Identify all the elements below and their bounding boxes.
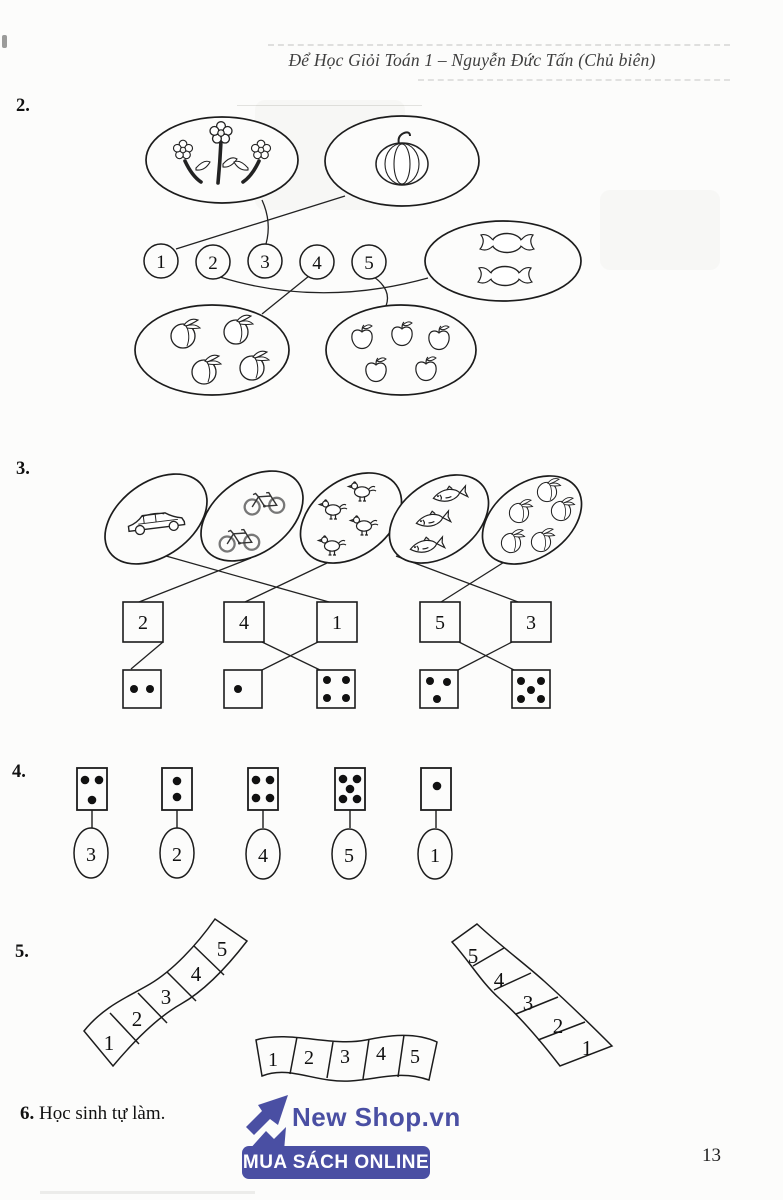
number-circles <box>144 244 386 279</box>
exercise-4-label: 4. <box>12 762 26 782</box>
strip-cell: 4 <box>376 1043 386 1065</box>
match-line-2-dice2 <box>131 642 163 669</box>
die-2 <box>123 670 161 708</box>
strip-cell: 5 <box>216 937 228 961</box>
number-strip-right <box>452 924 612 1066</box>
die-2 <box>162 768 192 810</box>
exercise-2-label: 2. <box>16 96 30 116</box>
exercise-4-figure <box>74 768 452 879</box>
strip-cell: 1 <box>581 1036 593 1060</box>
strip-cell: 2 <box>304 1047 314 1069</box>
exercise-6-label: 6. <box>20 1103 35 1124</box>
circle-value: 5 <box>364 253 374 274</box>
dice-squares <box>123 670 550 708</box>
strip-cell: 3 <box>160 985 172 1009</box>
newshop-tagline-badge: MUA SÁCH ONLINE <box>242 1146 430 1179</box>
exercise-6-instruction: Học sinh tự làm. <box>39 1103 166 1124</box>
strip-cell: 4 <box>493 968 505 992</box>
strip-cell: 3 <box>522 991 534 1015</box>
circle-value: 1 <box>430 845 440 867</box>
newshop-arrow-icon <box>241 1093 293 1151</box>
exercise-5-figure <box>84 919 612 1081</box>
circle-value: 3 <box>86 844 96 866</box>
die-1 <box>224 670 262 708</box>
number-squares <box>123 602 551 642</box>
square-value: 5 <box>435 612 445 634</box>
exercise-5-label: 5. <box>15 942 29 962</box>
square-value: 2 <box>138 612 148 634</box>
strip-cell: 2 <box>552 1014 564 1038</box>
square-value: 4 <box>239 612 249 634</box>
square-value: 3 <box>526 612 536 634</box>
connector-lines <box>92 810 436 828</box>
circle-value: 1 <box>156 252 166 273</box>
candies-oval <box>425 221 581 301</box>
circle-value: 4 <box>258 845 268 867</box>
circle-value: 4 <box>312 253 322 274</box>
page-number: 13 <box>702 1145 721 1166</box>
strip-cell: 1 <box>103 1031 115 1055</box>
number-strip-middle <box>256 1035 437 1081</box>
die-4 <box>248 768 278 810</box>
exercise-3-label: 3. <box>16 459 30 479</box>
peaches-oval <box>466 458 598 583</box>
exercise-2-figure <box>135 116 581 395</box>
bicycles-oval <box>184 453 320 580</box>
match-line-pumpkin-1 <box>176 196 345 249</box>
exercise-3-figure <box>88 453 598 708</box>
match-line-car-1 <box>166 556 329 602</box>
dice-squares <box>77 768 451 810</box>
match-line-peaches-4 <box>262 276 309 314</box>
strip-cell: 5 <box>410 1046 420 1068</box>
newshop-brand-text: New Shop.vn <box>292 1102 461 1132</box>
strip-cell: 1 <box>268 1049 278 1071</box>
number-ellipses <box>74 828 452 879</box>
square-value: 1 <box>332 612 342 634</box>
circle-value: 2 <box>172 844 182 866</box>
strip-cell: 2 <box>131 1007 143 1031</box>
circle-value: 3 <box>260 252 270 273</box>
strip-cell: 3 <box>340 1046 350 1068</box>
match-line-chickens-4 <box>245 563 327 602</box>
die-4 <box>317 670 355 708</box>
match-line-peaches-5 <box>441 559 509 602</box>
strip-cell: 4 <box>190 962 202 986</box>
circle-value: 2 <box>208 253 218 274</box>
strip-cell: 5 <box>467 944 479 968</box>
running-header-title: Để Học Giỏi Toán 1 – Nguyễn Đức Tấn (Chủ biên) <box>288 50 656 70</box>
apples-oval <box>326 305 476 395</box>
match-line-candies-2 <box>220 277 428 293</box>
number-strip-left <box>84 919 247 1066</box>
circle-value: 5 <box>344 845 354 867</box>
match-line-apples-5 <box>374 277 388 306</box>
